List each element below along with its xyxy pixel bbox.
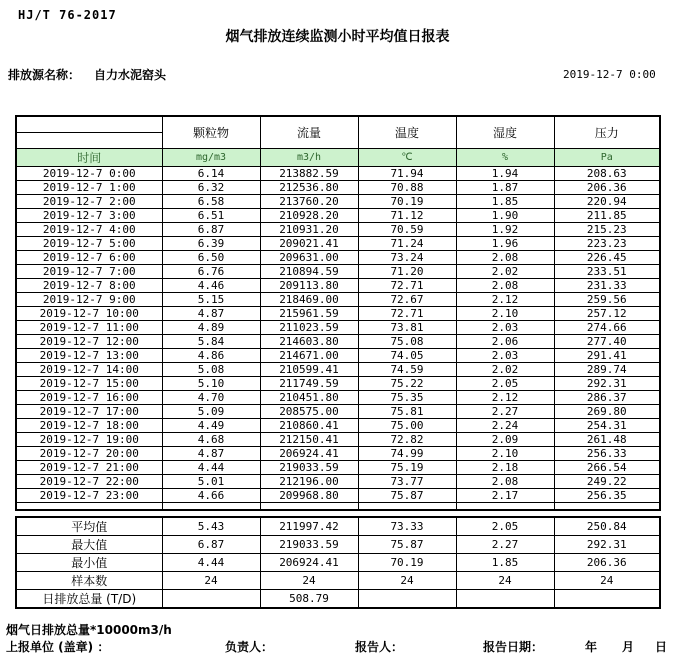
col-header-humidity: 湿度 xyxy=(456,116,554,148)
value-cell-humidity: 1.92 xyxy=(456,222,554,236)
value-cell-pressure: 292.31 xyxy=(554,376,660,390)
time-cell: 2019-12-7 1:00 xyxy=(16,180,162,194)
time-cell: 2019-12-7 3:00 xyxy=(16,208,162,222)
table-row xyxy=(16,180,660,194)
value-cell-pressure: 226.45 xyxy=(554,250,660,264)
value-cell-temperature: 75.87 xyxy=(358,488,456,502)
table-row xyxy=(16,432,660,446)
value-cell-pressure: 274.66 xyxy=(554,320,660,334)
summary-value-humidity: 1.85 xyxy=(456,554,554,572)
table-row xyxy=(16,320,660,334)
time-cell: 2019-12-7 19:00 xyxy=(16,432,162,446)
value-cell-humidity: 2.06 xyxy=(456,334,554,348)
time-cell: 2019-12-7 4:00 xyxy=(16,222,162,236)
value-cell-humidity: 2.10 xyxy=(456,306,554,320)
summary-label: 最小值 xyxy=(16,554,162,572)
unit-humidity: % xyxy=(456,148,554,166)
table-row xyxy=(16,278,660,292)
table-row xyxy=(16,166,660,180)
value-cell-particulate: 4.70 xyxy=(162,390,260,404)
summary-row xyxy=(16,554,660,572)
empty-cell xyxy=(162,502,260,510)
header-row-top xyxy=(16,116,660,132)
report-datetime: 2019-12-7 0:00 xyxy=(563,68,656,81)
value-cell-particulate: 4.86 xyxy=(162,348,260,362)
value-cell-humidity: 2.10 xyxy=(456,446,554,460)
table-row xyxy=(16,488,660,502)
main-data-table xyxy=(15,115,661,511)
summary-label: 样本数 xyxy=(16,572,162,590)
page-title: 烟气排放连续监测小时平均值日报表 xyxy=(225,29,450,45)
table-row xyxy=(16,208,660,222)
summary-row xyxy=(16,590,660,609)
value-cell-temperature: 74.59 xyxy=(358,362,456,376)
summary-table xyxy=(15,516,661,609)
time-cell: 2019-12-7 0:00 xyxy=(16,166,162,180)
time-cell: 2019-12-7 12:00 xyxy=(16,334,162,348)
value-cell-pressure: 256.35 xyxy=(554,488,660,502)
value-cell-temperature: 72.71 xyxy=(358,278,456,292)
value-cell-temperature: 73.77 xyxy=(358,474,456,488)
value-cell-temperature: 72.71 xyxy=(358,306,456,320)
value-cell-temperature: 70.59 xyxy=(358,222,456,236)
value-cell-humidity: 2.17 xyxy=(456,488,554,502)
time-cell: 2019-12-7 16:00 xyxy=(16,390,162,404)
table-row xyxy=(16,376,660,390)
table-row xyxy=(16,264,660,278)
value-cell-temperature: 71.94 xyxy=(358,166,456,180)
time-cell: 2019-12-7 18:00 xyxy=(16,418,162,432)
value-cell-temperature: 71.12 xyxy=(358,208,456,222)
value-cell-humidity: 2.12 xyxy=(456,292,554,306)
value-cell-flow: 211749.59 xyxy=(260,376,358,390)
value-cell-flow: 212196.00 xyxy=(260,474,358,488)
time-cell: 2019-12-7 17:00 xyxy=(16,404,162,418)
time-cell: 2019-12-7 23:00 xyxy=(16,488,162,502)
time-cell: 2019-12-7 11:00 xyxy=(16,320,162,334)
summary-value-pressure: 206.36 xyxy=(554,554,660,572)
time-header-cell: 时间 xyxy=(16,148,162,166)
value-cell-flow: 210931.20 xyxy=(260,222,358,236)
value-cell-particulate: 5.10 xyxy=(162,376,260,390)
table-row xyxy=(16,460,660,474)
value-cell-flow: 209021.41 xyxy=(260,236,358,250)
value-cell-particulate: 6.51 xyxy=(162,208,260,222)
col-header-temperature: 温度 xyxy=(358,116,456,148)
value-cell-particulate: 4.87 xyxy=(162,446,260,460)
summary-value-particulate: 4.44 xyxy=(162,554,260,572)
summary-label: 日排放总量 (T/D) xyxy=(16,590,162,609)
units-row xyxy=(16,148,660,166)
value-cell-particulate: 4.49 xyxy=(162,418,260,432)
table-row xyxy=(16,474,660,488)
value-cell-particulate: 5.09 xyxy=(162,404,260,418)
value-cell-humidity: 2.08 xyxy=(456,250,554,264)
value-cell-temperature: 75.19 xyxy=(358,460,456,474)
value-cell-humidity: 2.02 xyxy=(456,362,554,376)
time-cell: 2019-12-7 5:00 xyxy=(16,236,162,250)
value-cell-temperature: 71.20 xyxy=(358,264,456,278)
value-cell-particulate: 6.50 xyxy=(162,250,260,264)
corner-cell-bottom xyxy=(16,132,162,148)
time-cell: 2019-12-7 2:00 xyxy=(16,194,162,208)
summary-value-humidity: 2.27 xyxy=(456,536,554,554)
table-row xyxy=(16,194,660,208)
col-header-flow: 流量 xyxy=(260,116,358,148)
report-table-area xyxy=(15,115,659,609)
value-cell-pressure: 269.80 xyxy=(554,404,660,418)
summary-value-temperature: 75.87 xyxy=(358,536,456,554)
value-cell-temperature: 75.00 xyxy=(358,418,456,432)
value-cell-temperature: 72.82 xyxy=(358,432,456,446)
value-cell-particulate: 6.14 xyxy=(162,166,260,180)
summary-value-pressure: 24 xyxy=(554,572,660,590)
summary-value-pressure: 250.84 xyxy=(554,517,660,536)
value-cell-flow: 210599.41 xyxy=(260,362,358,376)
empty-cell xyxy=(554,502,660,510)
table-row xyxy=(16,236,660,250)
col-header-particulate: 颗粒物 xyxy=(162,116,260,148)
value-cell-particulate: 6.58 xyxy=(162,194,260,208)
value-cell-flow: 210451.80 xyxy=(260,390,358,404)
value-cell-flow: 214603.80 xyxy=(260,334,358,348)
value-cell-flow: 209968.80 xyxy=(260,488,358,502)
standard-code: HJ/T 76-2017 xyxy=(18,8,117,22)
value-cell-humidity: 1.87 xyxy=(456,180,554,194)
month-label: 月 xyxy=(622,640,635,654)
table-row xyxy=(16,418,660,432)
summary-table-body xyxy=(16,517,660,608)
summary-value-particulate xyxy=(162,590,260,609)
value-cell-humidity: 2.24 xyxy=(456,418,554,432)
value-cell-temperature: 70.19 xyxy=(358,194,456,208)
value-cell-flow: 210860.41 xyxy=(260,418,358,432)
summary-value-particulate: 6.87 xyxy=(162,536,260,554)
time-cell: 2019-12-7 13:00 xyxy=(16,348,162,362)
total-emission-note: 烟气日排放总量*10000m3/h xyxy=(6,623,172,637)
table-row xyxy=(16,292,660,306)
summary-label: 最大值 xyxy=(16,536,162,554)
value-cell-pressure: 261.48 xyxy=(554,432,660,446)
value-cell-pressure: 286.37 xyxy=(554,390,660,404)
summary-value-flow: 206924.41 xyxy=(260,554,358,572)
value-cell-flow: 212536.80 xyxy=(260,180,358,194)
corner-cell-top xyxy=(16,116,162,132)
value-cell-temperature: 75.81 xyxy=(358,404,456,418)
table-row xyxy=(16,404,660,418)
summary-value-temperature: 73.33 xyxy=(358,517,456,536)
time-cell: 2019-12-7 20:00 xyxy=(16,446,162,460)
value-cell-temperature: 70.88 xyxy=(358,180,456,194)
value-cell-humidity: 2.03 xyxy=(456,348,554,362)
value-cell-humidity: 2.08 xyxy=(456,278,554,292)
value-cell-temperature: 72.67 xyxy=(358,292,456,306)
time-cell: 2019-12-7 14:00 xyxy=(16,362,162,376)
value-cell-flow: 212150.41 xyxy=(260,432,358,446)
value-cell-particulate: 6.76 xyxy=(162,264,260,278)
value-cell-flow: 209631.00 xyxy=(260,250,358,264)
value-cell-pressure: 266.54 xyxy=(554,460,660,474)
value-cell-humidity: 1.96 xyxy=(456,236,554,250)
time-cell: 2019-12-7 9:00 xyxy=(16,292,162,306)
time-cell: 2019-12-7 7:00 xyxy=(16,264,162,278)
summary-label: 平均值 xyxy=(16,517,162,536)
value-cell-humidity: 1.94 xyxy=(456,166,554,180)
col-header-pressure: 压力 xyxy=(554,116,660,148)
value-cell-humidity: 1.90 xyxy=(456,208,554,222)
time-cell: 2019-12-7 8:00 xyxy=(16,278,162,292)
value-cell-flow: 211023.59 xyxy=(260,320,358,334)
value-cell-temperature: 75.08 xyxy=(358,334,456,348)
responsible-label: 负责人： xyxy=(225,640,274,654)
year-label: 年 xyxy=(585,640,598,654)
value-cell-temperature: 75.35 xyxy=(358,390,456,404)
summary-value-humidity: 24 xyxy=(456,572,554,590)
value-cell-pressure: 208.63 xyxy=(554,166,660,180)
value-cell-pressure: 211.85 xyxy=(554,208,660,222)
value-cell-pressure: 254.31 xyxy=(554,418,660,432)
empty-cell xyxy=(358,502,456,510)
value-cell-flow: 219033.59 xyxy=(260,460,358,474)
source-name-label: 排放源名称： xyxy=(8,68,81,82)
value-cell-flow: 213760.20 xyxy=(260,194,358,208)
value-cell-temperature: 73.81 xyxy=(358,320,456,334)
day-label: 日 xyxy=(655,640,668,654)
value-cell-pressure: 257.12 xyxy=(554,306,660,320)
value-cell-humidity: 2.12 xyxy=(456,390,554,404)
summary-value-temperature: 70.19 xyxy=(358,554,456,572)
summary-row xyxy=(16,572,660,590)
value-cell-temperature: 75.22 xyxy=(358,376,456,390)
value-cell-particulate: 4.66 xyxy=(162,488,260,502)
value-cell-pressure: 220.94 xyxy=(554,194,660,208)
time-cell: 2019-12-7 6:00 xyxy=(16,250,162,264)
value-cell-pressure: 223.23 xyxy=(554,236,660,250)
emission-source-line xyxy=(8,66,166,83)
time-cell: 2019-12-7 10:00 xyxy=(16,306,162,320)
value-cell-temperature: 73.24 xyxy=(358,250,456,264)
value-cell-flow: 213882.59 xyxy=(260,166,358,180)
value-cell-humidity: 2.27 xyxy=(456,404,554,418)
unit-pressure: Pa xyxy=(554,148,660,166)
empty-cell xyxy=(260,502,358,510)
value-cell-particulate: 5.08 xyxy=(162,362,260,376)
value-cell-particulate: 6.32 xyxy=(162,180,260,194)
empty-cell xyxy=(456,502,554,510)
value-cell-pressure: 256.33 xyxy=(554,446,660,460)
table-row xyxy=(16,250,660,264)
value-cell-pressure: 233.51 xyxy=(554,264,660,278)
value-cell-humidity: 2.03 xyxy=(456,320,554,334)
value-cell-particulate: 5.01 xyxy=(162,474,260,488)
time-cell: 2019-12-7 22:00 xyxy=(16,474,162,488)
empty-cell xyxy=(16,502,162,510)
value-cell-humidity: 1.85 xyxy=(456,194,554,208)
value-cell-pressure: 291.41 xyxy=(554,348,660,362)
value-cell-particulate: 5.84 xyxy=(162,334,260,348)
value-cell-flow: 209113.80 xyxy=(260,278,358,292)
summary-value-flow: 508.79 xyxy=(260,590,358,609)
table-row xyxy=(16,390,660,404)
unit-temperature: ℃ xyxy=(358,148,456,166)
time-cell: 2019-12-7 15:00 xyxy=(16,376,162,390)
main-table-body xyxy=(16,166,660,510)
summary-value-humidity xyxy=(456,590,554,609)
value-cell-humidity: 2.02 xyxy=(456,264,554,278)
value-cell-particulate: 4.46 xyxy=(162,278,260,292)
value-cell-particulate: 4.68 xyxy=(162,432,260,446)
value-cell-flow: 206924.41 xyxy=(260,446,358,460)
unit-flow: m3/h xyxy=(260,148,358,166)
value-cell-flow: 218469.00 xyxy=(260,292,358,306)
summary-value-humidity: 2.05 xyxy=(456,517,554,536)
summary-value-flow: 24 xyxy=(260,572,358,590)
summary-value-flow: 211997.42 xyxy=(260,517,358,536)
summary-value-temperature xyxy=(358,590,456,609)
table-row xyxy=(16,334,660,348)
value-cell-particulate: 5.15 xyxy=(162,292,260,306)
empty-row xyxy=(16,502,660,510)
reporter-label: 报告人： xyxy=(355,640,404,654)
value-cell-temperature: 71.24 xyxy=(358,236,456,250)
value-cell-pressure: 249.22 xyxy=(554,474,660,488)
summary-value-temperature: 24 xyxy=(358,572,456,590)
value-cell-particulate: 6.87 xyxy=(162,222,260,236)
value-cell-particulate: 4.87 xyxy=(162,306,260,320)
value-cell-temperature: 74.99 xyxy=(358,446,456,460)
summary-value-flow: 219033.59 xyxy=(260,536,358,554)
value-cell-humidity: 2.18 xyxy=(456,460,554,474)
value-cell-flow: 214671.00 xyxy=(260,348,358,362)
value-cell-humidity: 2.09 xyxy=(456,432,554,446)
summary-value-pressure xyxy=(554,590,660,609)
value-cell-pressure: 215.23 xyxy=(554,222,660,236)
summary-value-pressure: 292.31 xyxy=(554,536,660,554)
value-cell-particulate: 6.39 xyxy=(162,236,260,250)
report-unit-label: 上报单位 (盖章) ： xyxy=(6,640,110,654)
summary-row xyxy=(16,536,660,554)
unit-particulate: mg/m3 xyxy=(162,148,260,166)
report-date-label: 报告日期： xyxy=(483,640,544,654)
value-cell-particulate: 4.44 xyxy=(162,460,260,474)
value-cell-humidity: 2.05 xyxy=(456,376,554,390)
table-row xyxy=(16,222,660,236)
value-cell-pressure: 277.40 xyxy=(554,334,660,348)
time-cell: 2019-12-7 21:00 xyxy=(16,460,162,474)
value-cell-flow: 210928.20 xyxy=(260,208,358,222)
value-cell-flow: 215961.59 xyxy=(260,306,358,320)
table-row xyxy=(16,348,660,362)
value-cell-particulate: 4.89 xyxy=(162,320,260,334)
source-name-value: 自力水泥窑头 xyxy=(94,68,167,82)
summary-row xyxy=(16,517,660,536)
value-cell-pressure: 289.74 xyxy=(554,362,660,376)
table-row xyxy=(16,362,660,376)
signature-line xyxy=(0,638,675,656)
table-row xyxy=(16,306,660,320)
table-row xyxy=(16,446,660,460)
value-cell-temperature: 74.05 xyxy=(358,348,456,362)
value-cell-pressure: 206.36 xyxy=(554,180,660,194)
summary-value-particulate: 5.43 xyxy=(162,517,260,536)
value-cell-flow: 208575.00 xyxy=(260,404,358,418)
summary-value-particulate: 24 xyxy=(162,572,260,590)
value-cell-flow: 210894.59 xyxy=(260,264,358,278)
value-cell-humidity: 2.08 xyxy=(456,474,554,488)
value-cell-pressure: 231.33 xyxy=(554,278,660,292)
value-cell-pressure: 259.56 xyxy=(554,292,660,306)
